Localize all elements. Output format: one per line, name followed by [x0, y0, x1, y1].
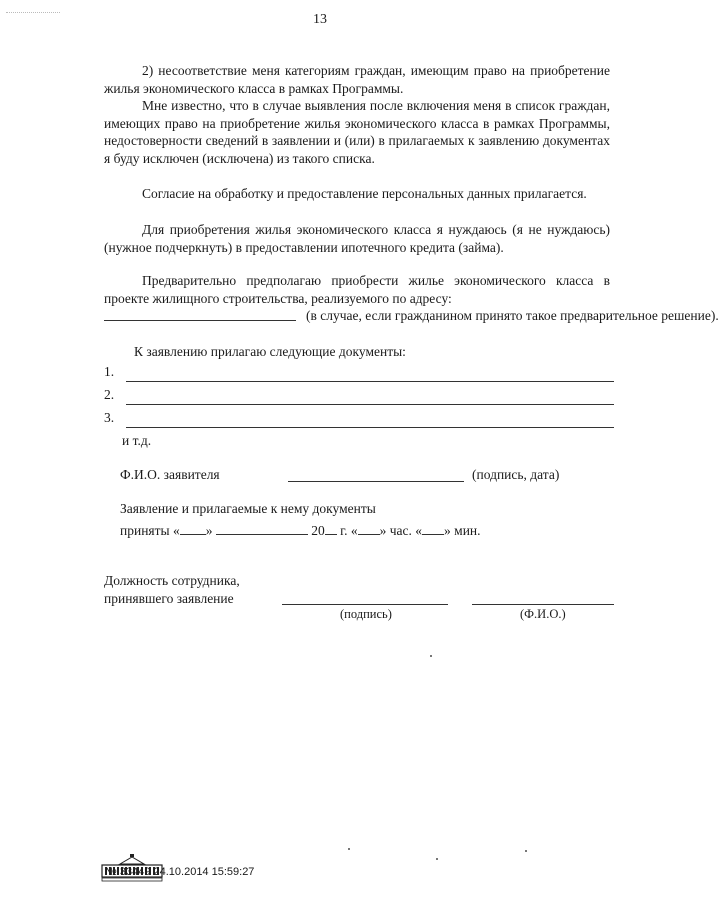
- scan-speck: [525, 850, 527, 852]
- scan-speck: [430, 655, 432, 657]
- etc-label: и т.д.: [122, 433, 152, 448]
- address-blank-line: [104, 320, 296, 321]
- accepted-datetime-line: приняты « » 20 г. « » час. « » мин.: [120, 523, 481, 538]
- doc-number-3: 3.: [104, 410, 115, 425]
- paragraph-personal-data-consent: Согласие на обработку и предоставление персональных данных прилагается.: [142, 186, 587, 201]
- applicant-name-label: Ф.И.О. заявителя: [120, 467, 220, 482]
- doc-line-1: [126, 381, 614, 382]
- address-note-part1: (в случае, если гражданином принято такое предварительное решение).: [306, 308, 719, 323]
- page-number: 13: [313, 12, 327, 27]
- employee-signature-line: [282, 604, 448, 605]
- scan-speck: [348, 848, 350, 850]
- doc-line-3: [126, 427, 614, 428]
- applicant-signature-line: [288, 481, 464, 482]
- doc-line-2: [126, 404, 614, 405]
- employee-signature-caption: (подпись): [340, 607, 392, 621]
- paragraph-preliminary-address: Предварительно предполагаю приобрести жилье экономического класса в проекте жилищного строительства, реализуемого по адресу:: [104, 273, 610, 306]
- accepted-documents-label: Заявление и прилагаемые к нему документы: [120, 501, 376, 516]
- paragraph-mortgage-need: Для приобретения жилья экономического класса я нуждаюсь (я не нуждаюсь) (нужное подчеркнуть) в предоставлении ипотечного кредита (займа).: [104, 222, 610, 255]
- doc-number-1: 1.: [104, 364, 115, 379]
- registration-stamp: № 33449 24.10.2014 15:59:27: [105, 866, 255, 878]
- documents-intro: К заявлению прилагаю следующие документы:: [134, 344, 406, 359]
- employee-fio-line: [472, 604, 614, 605]
- doc-number-2: 2.: [104, 387, 115, 402]
- scan-speck: [436, 858, 438, 860]
- paragraph-exclusion-notice: Мне известно, что в случае выявления после включения меня в список граждан, имеющих право на приобретение жилья экономического класса в рамках Программы, недостоверности сведений в заявлении и (или) в прилагаемых к заявлению документах я буду исключен (исключена) из такого списка.: [104, 98, 610, 166]
- employee-position-label: Должность сотрудника,: [104, 573, 240, 588]
- signature-date-label: (подпись, дата): [472, 467, 560, 482]
- employee-accepted-label: принявшего заявление: [104, 591, 234, 606]
- employee-fio-caption: (Ф.И.О.): [520, 607, 566, 621]
- paragraph-nonconformity: 2) несоответствие меня категориям граждан, имеющим право на приобретение жилья экономического класса в рамках Программы.: [104, 63, 610, 96]
